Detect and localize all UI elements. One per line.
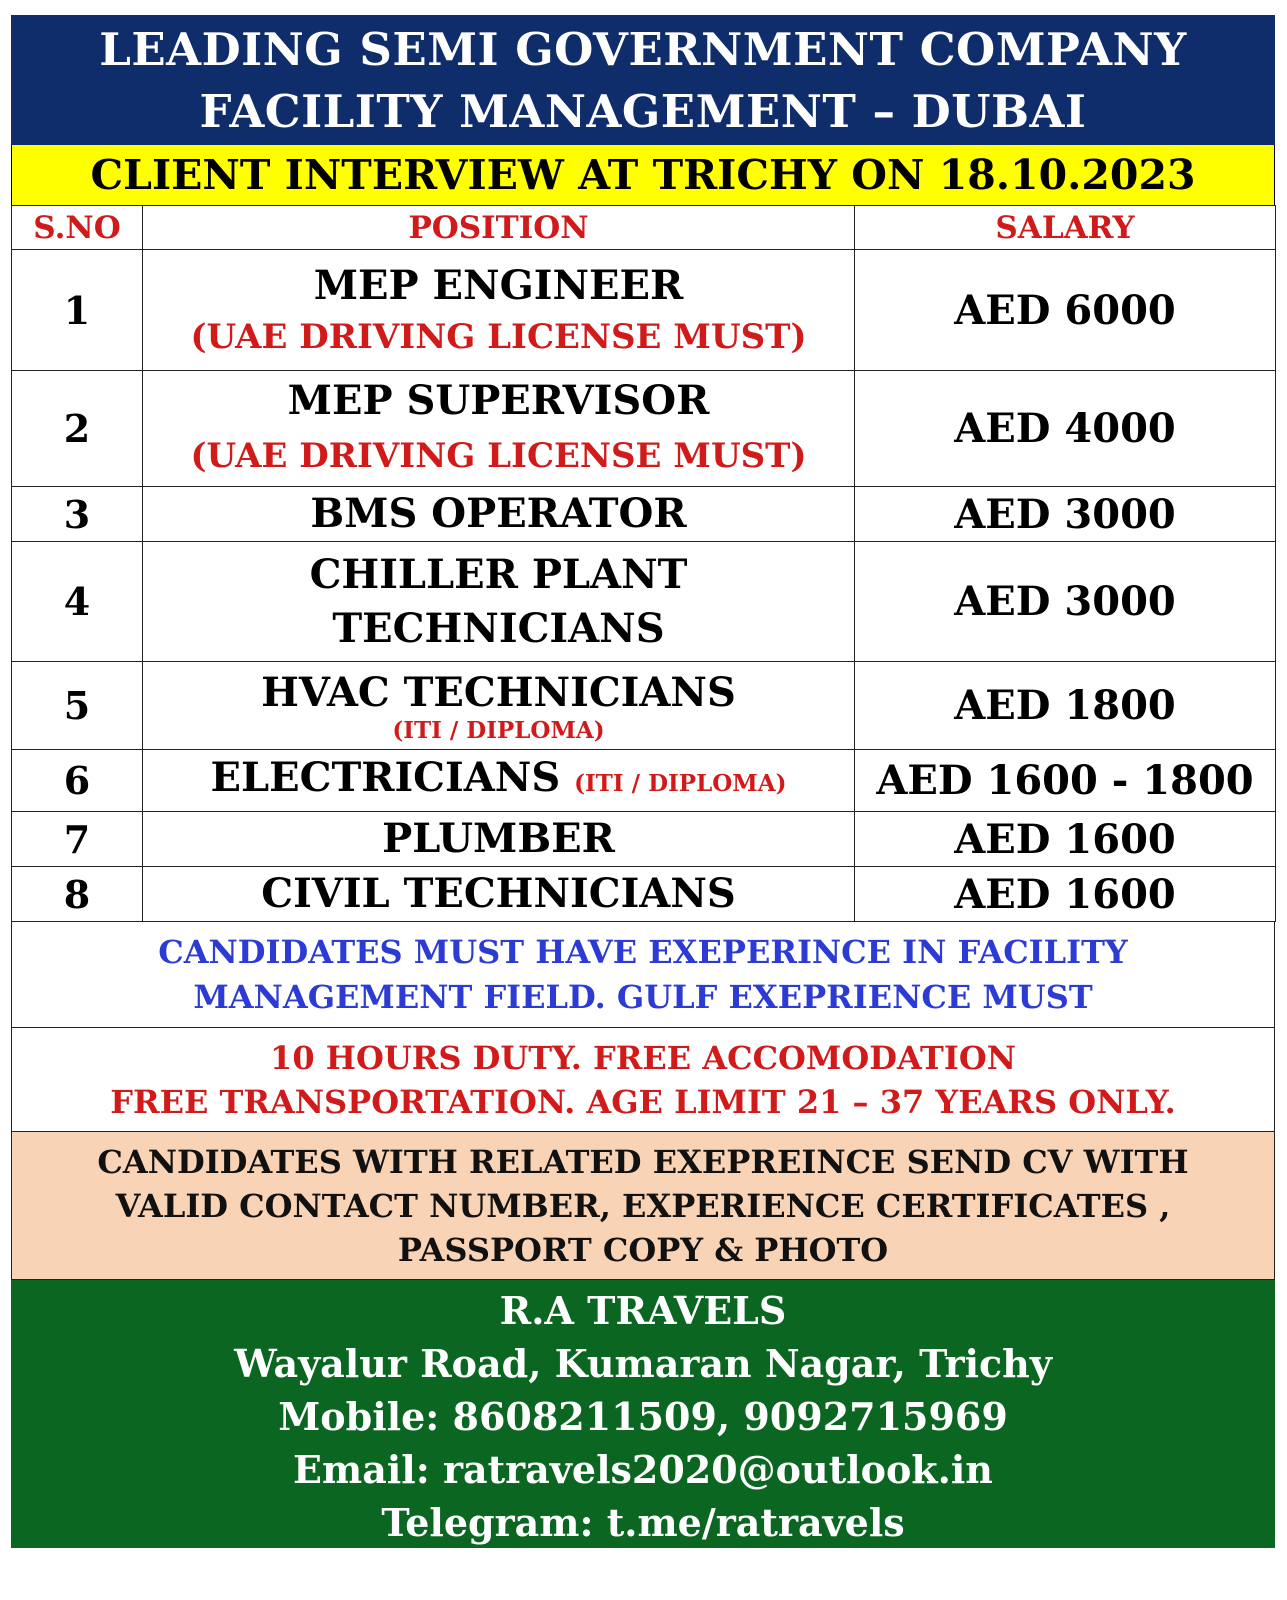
benefits-section xyxy=(11,1028,1275,1132)
benefits-line-2: FREE TRANSPORTATION. AGE LIMIT 21 – 37 YEARS ONLY. xyxy=(110,1083,1176,1121)
email-address: Email: ratravels2020@outlook.in xyxy=(293,1447,993,1492)
row-position xyxy=(143,250,855,371)
row-position xyxy=(143,662,855,750)
row-sno: 7 xyxy=(12,812,143,867)
header-line-2: FACILITY MANAGEMENT – DUBAI xyxy=(199,85,1087,138)
experience-line-1: CANDIDATES MUST HAVE EXEPERINCE IN FACILITY xyxy=(158,933,1128,971)
positions-table xyxy=(11,205,1276,922)
table-row xyxy=(12,750,1276,812)
interview-banner: CLIENT INTERVIEW AT TRICHY ON 18.10.2023 xyxy=(11,145,1275,205)
row-sno: 2 xyxy=(12,371,143,487)
row-sno: 8 xyxy=(12,867,143,922)
header-banner xyxy=(11,15,1275,145)
row-salary: AED 4000 xyxy=(855,371,1276,487)
position-title: HVAC TECHNICIANS xyxy=(261,668,736,716)
column-header-sno: S.NO xyxy=(12,206,143,250)
row-salary: AED 1600 - 1800 xyxy=(855,750,1276,812)
row-sno: 4 xyxy=(12,542,143,662)
contact-footer xyxy=(11,1280,1275,1548)
row-sno: 1 xyxy=(12,250,143,371)
row-salary: AED 3000 xyxy=(855,542,1276,662)
apply-line-3: PASSPORT COPY & PHOTO xyxy=(397,1231,889,1269)
column-header-salary: SALARY xyxy=(855,206,1276,250)
position-title: ELECTRICIANS xyxy=(210,753,561,801)
position-title: CHILLER PLANT xyxy=(309,550,688,598)
table-row xyxy=(12,250,1276,371)
row-sno: 5 xyxy=(12,662,143,750)
row-position: CIVIL TECHNICIANS xyxy=(143,867,855,922)
position-note: (UAE DRIVING LICENSE MUST) xyxy=(190,435,807,476)
company-name: R.A TRAVELS xyxy=(499,1288,787,1333)
position-note: (ITI / DIPLOMA) xyxy=(574,769,787,797)
row-salary: AED 6000 xyxy=(855,250,1276,371)
application-instructions xyxy=(11,1132,1275,1280)
job-poster xyxy=(11,15,1275,1548)
position-note: (UAE DRIVING LICENSE MUST) xyxy=(190,317,807,357)
position-note: (ITI / DIPLOMA) xyxy=(392,716,605,744)
row-salary: AED 1600 xyxy=(855,867,1276,922)
table-row xyxy=(12,542,1276,662)
table-row xyxy=(12,867,1276,922)
row-salary: AED 1600 xyxy=(855,812,1276,867)
row-sno: 3 xyxy=(12,487,143,542)
row-position: BMS OPERATOR xyxy=(143,487,855,542)
table-row xyxy=(12,812,1276,867)
telegram-link: Telegram: t.me/ratravels xyxy=(381,1500,905,1545)
position-title: MEP ENGINEER xyxy=(313,262,684,309)
apply-line-1: CANDIDATES WITH RELATED EXEPREINCE SEND CV WITH xyxy=(97,1143,1189,1181)
row-position xyxy=(143,542,855,662)
row-position: PLUMBER xyxy=(143,812,855,867)
experience-requirement xyxy=(11,922,1275,1028)
row-salary: AED 3000 xyxy=(855,487,1276,542)
apply-line-2: VALID CONTACT NUMBER, EXPERIENCE CERTIFICATES , xyxy=(115,1187,1171,1225)
column-header-position: POSITION xyxy=(143,206,855,250)
company-address: Wayalur Road, Kumaran Nagar, Trichy xyxy=(234,1341,1052,1386)
header-line-1: LEADING SEMI GOVERNMENT COMPANY xyxy=(99,23,1187,76)
experience-line-2: MANAGEMENT FIELD. GULF EXEPRIENCE MUST xyxy=(193,978,1093,1016)
mobile-numbers: Mobile: 8608211509, 9092715969 xyxy=(278,1394,1008,1439)
row-salary: AED 1800 xyxy=(855,662,1276,750)
table-header-row xyxy=(12,206,1276,250)
table-row xyxy=(12,487,1276,542)
row-sno: 6 xyxy=(12,750,143,812)
table-row xyxy=(12,371,1276,487)
benefits-line-1: 10 HOURS DUTY. FREE ACCOMODATION xyxy=(270,1039,1016,1077)
position-title: MEP SUPERVISOR xyxy=(287,376,710,424)
row-position xyxy=(143,371,855,487)
position-title-line-2: TECHNICIANS xyxy=(332,604,665,652)
row-position xyxy=(143,750,855,812)
table-row xyxy=(12,662,1276,750)
